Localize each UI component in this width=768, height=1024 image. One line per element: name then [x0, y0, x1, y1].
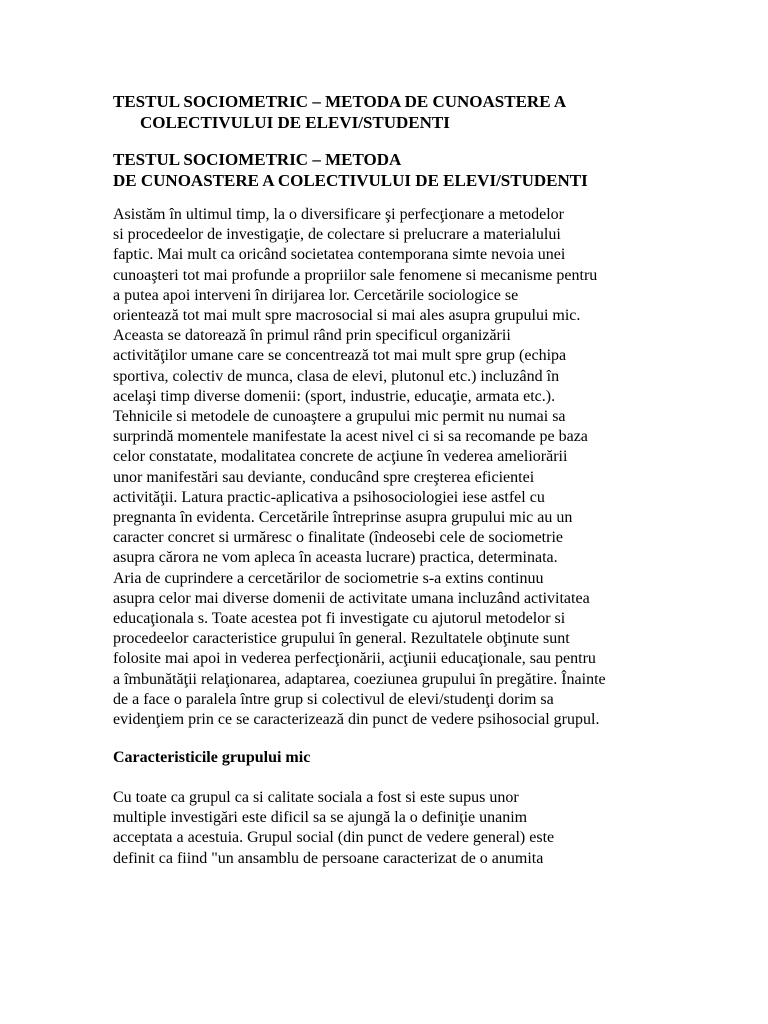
text-line: Asistăm în ultimul timp, la o diversificare şi perfecţionare a metodelor	[113, 206, 564, 223]
text-line: educaţionala s. Toate acestea pot fi investigate cu ajutorul metodelor si	[113, 610, 566, 628]
text-line: evidenţiem prin ce se caracterizează din punct de vedere psihosocial grupul.	[113, 711, 600, 729]
document-subtitle	[113, 149, 673, 191]
text-line: folosite mai apoi in vederea perfecţionării, acţiunii educaţionale, sau pentru	[113, 650, 596, 668]
section-heading: Caracteristicile grupului mic	[113, 749, 311, 766]
text-line: definit ca fiind "un ansamblu de persoane caracterizat de o anumita	[113, 849, 544, 867]
text-line: acelaşi timp diverse domenii: (sport, industrie, educaţie, armata etc.).	[113, 387, 556, 405]
text-line: Aceasta se datorează în primul rând prin specificul organizării	[113, 327, 511, 345]
text-line: multiple investigări este dificil sa se ajungă la o definiţie unanim	[113, 809, 528, 827]
subtitle-line-1: TESTUL SOCIOMETRIC – METODA	[113, 150, 402, 169]
text-line: Cu toate ca grupul ca si calitate sociala a fost si este supus unor	[113, 789, 519, 806]
text-line: asupra celor mai diverse domenii de activitate umana incluzând activitatea	[113, 589, 590, 607]
intro-paragraph	[113, 205, 673, 730]
text-line: cunoaşteri tot mai profunde a propriilor sale fenomene si mecanisme pentru	[113, 266, 598, 284]
text-line: activităţilor umane care se concentrează tot mai mult spre grup (echipa	[113, 347, 567, 365]
text-line: activităţii. Latura practic-aplicativa a psihosociologiei iese astfel cu	[113, 488, 545, 506]
text-line: celor constatate, modalitatea concrete de acţiune în vederea ameliorării	[113, 448, 568, 466]
text-line: procedeelor caracteristice grupului în general. Rezultatele obţinute sunt	[113, 630, 570, 648]
text-line: a putea apoi interveni în dirijarea lor. Cercetările sociologice se	[113, 286, 519, 304]
text-line: a îmbunătăţii relaţionarea, adaptarea, coeziunea grupului în pregătire. Înainte	[113, 670, 606, 688]
text-line: caracter concret si urmăresc o finalitate (îndeosebi cele de sociometrie	[113, 529, 563, 547]
text-line: faptic. Mai mult ca oricând societatea contemporana simte nevoia unei	[113, 246, 566, 264]
text-line: unor manifestări sau deviante, conducând spre creşterea eficientei	[113, 468, 535, 486]
text-line: acceptata a acestuia. Grupul social (din punct de vedere general) este	[113, 829, 555, 847]
text-line: Aria de cuprindere a cercetărilor de sociometrie s-a extins continuu	[113, 569, 544, 587]
text-line: asupra cărora ne vom apleca în aceasta lucrare) practica, determinata.	[113, 549, 558, 567]
text-line: sportiva, colectiv de munca, clasa de elevi, plutonul etc.) incluzând în	[113, 367, 560, 385]
subtitle-line-2: DE CUNOASTERE A COLECTIVULUI DE ELEVI/STUDENTI	[113, 171, 588, 190]
text-line: surprindă momentele manifestate la acest nivel ci si sa recomande pe baza	[113, 428, 588, 446]
section-paragraph	[113, 788, 673, 869]
title-line-1: TESTUL SOCIOMETRIC – METODA DE CUNOASTERE A	[113, 92, 567, 111]
document-title	[113, 91, 673, 133]
text-line: de a face o paralela între grup si colectivul de elevi/studenţi dorim sa	[113, 690, 554, 708]
text-line: orientează tot mai mult spre macrosocial si mai ales asupra grupului mic.	[113, 307, 581, 325]
text-line: pregnanta în evidenta. Cercetările întreprinse asupra grupului mic au un	[113, 509, 573, 527]
text-line: Tehnicile si metodele de cunoaştere a grupului mic permit nu numai sa	[113, 408, 566, 426]
text-line: si procedeelor de investigaţie, de colectare si prelucrare a materialului	[113, 226, 561, 244]
title-line-2: COLECTIVULUI DE ELEVI/STUDENTI	[140, 113, 450, 132]
